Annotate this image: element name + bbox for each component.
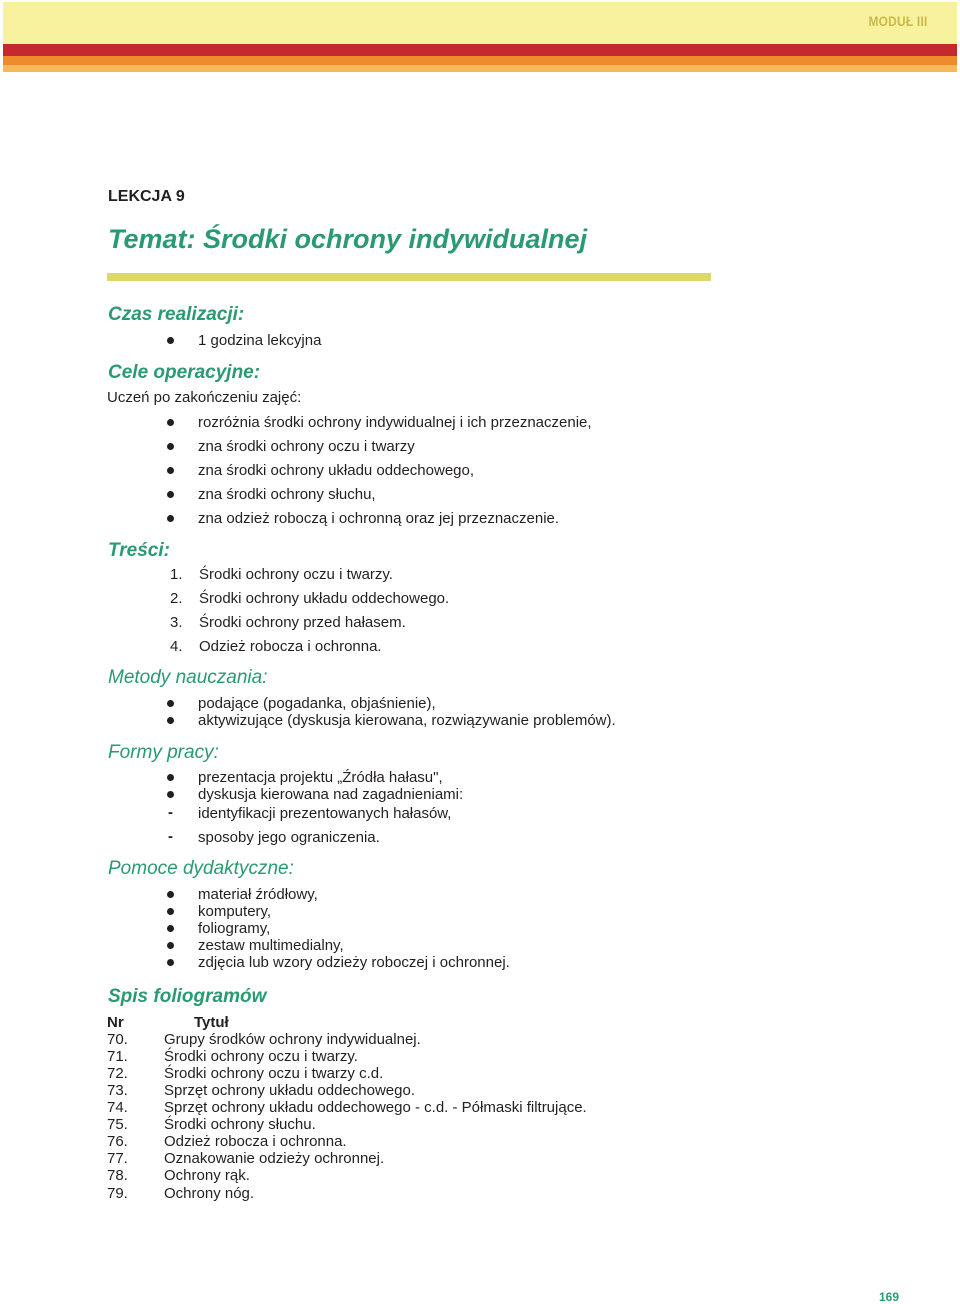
table-cell-title: Sprzęt ochrony układu oddechowego - c.d. - Półmaski filtrujące. [164, 1099, 587, 1116]
table-cell-title: Oznakowanie odzieży ochronnej. [164, 1150, 385, 1167]
tresci-item: Środki ochrony przed hałasem. [199, 614, 406, 631]
table-cell-title: Środki ochrony oczu i twarzy c.d. [164, 1065, 384, 1082]
table-cell-nr: 72. [107, 1065, 128, 1082]
lesson-topic: Temat: Środki ochrony indywidualnej [108, 224, 588, 254]
bullet [167, 717, 174, 724]
bullet [167, 491, 174, 498]
table-cell-title: Środki ochrony oczu i twarzy. [164, 1048, 358, 1065]
header-band-light-orange [3, 65, 957, 72]
topic-underline-bar [107, 273, 711, 281]
table-cell-title: Środki ochrony słuchu. [164, 1116, 316, 1133]
table-cell-nr: 75. [107, 1116, 128, 1133]
metody-item: podające (pogadanka, objaśnienie), [198, 695, 436, 712]
tresci-num: 4. [170, 638, 183, 655]
czas-heading: Czas realizacji: [108, 304, 245, 325]
pomoce-item: zdjęcia lub wzory odzieży roboczej i ochronnej. [198, 954, 510, 971]
formy-sub-item: identyfikacji prezentowanych hałasów, [198, 805, 452, 822]
bullet [167, 959, 174, 966]
tresci-num: 3. [170, 614, 183, 631]
bullet [167, 700, 174, 707]
pomoce-heading: Pomoce dydaktyczne: [108, 858, 294, 879]
header-band-red [3, 44, 957, 56]
formy-item: dyskusja kierowana nad zagadnieniami: [198, 786, 464, 803]
module-label: MODUŁ III [868, 13, 928, 29]
metody-heading: Metody nauczania: [108, 667, 268, 688]
formy-sub-item: sposoby jego ograniczenia. [198, 829, 380, 846]
table-cell-title: Ochrony nóg. [164, 1185, 255, 1202]
tresci-num: 2. [170, 590, 183, 607]
bullet [167, 925, 174, 932]
bullet [167, 942, 174, 949]
spis-heading: Spis foliogramów [108, 986, 267, 1007]
table-cell-nr: 79. [107, 1185, 128, 1202]
cele-intro: Uczeń po zakończeniu zajęć: [107, 389, 302, 406]
table-cell-nr: 78. [107, 1167, 128, 1184]
cele-heading: Cele operacyjne: [108, 362, 261, 383]
dash-marker: - [168, 804, 173, 821]
tresci-item: Odzież robocza i ochronna. [199, 638, 382, 655]
table-cell-nr: 76. [107, 1133, 128, 1150]
cele-item: zna środki ochrony słuchu, [198, 486, 376, 503]
czas-item: 1 godzina lekcyjna [198, 332, 322, 349]
tresci-item: Środki ochrony układu oddechowego. [199, 590, 450, 607]
table-cell-nr: 70. [107, 1031, 128, 1048]
table-cell-nr: 77. [107, 1150, 128, 1167]
formy-heading: Formy pracy: [108, 742, 219, 763]
table-cell-title: Sprzęt ochrony układu oddechowego. [164, 1082, 416, 1099]
dash-marker: - [168, 828, 173, 845]
bullet [167, 908, 174, 915]
cele-item: zna środki ochrony układu oddechowego, [198, 462, 475, 479]
pomoce-item: foliogramy, [198, 920, 271, 937]
page-number: 169 [879, 1290, 900, 1304]
header-band-yellow [3, 2, 957, 44]
cele-item: rozróżnia środki ochrony indywidualnej i ich przeznaczenie, [198, 414, 592, 431]
tresci-heading: Treści: [108, 540, 170, 561]
pomoce-item: zestaw multimedialny, [198, 937, 344, 954]
tresci-num: 1. [170, 566, 183, 583]
table-cell-title: Grupy środków ochrony indywidualnej. [164, 1031, 421, 1048]
metody-item: aktywizujące (dyskusja kierowana, rozwiązywanie problemów). [198, 712, 616, 729]
bullet [167, 515, 174, 522]
bullet [167, 467, 174, 474]
bullet [167, 891, 174, 898]
table-cell-title: Ochrony rąk. [164, 1167, 250, 1184]
bullet [167, 791, 174, 798]
bullet [167, 337, 174, 344]
bullet [167, 419, 174, 426]
tresci-item: Środki ochrony oczu i twarzy. [199, 566, 393, 583]
bullet [167, 774, 174, 781]
table-cell-title: Odzież robocza i ochronna. [164, 1133, 347, 1150]
formy-item: prezentacja projektu „Źródła hałasu", [198, 769, 443, 786]
cele-item: zna środki ochrony oczu i twarzy [198, 438, 415, 455]
table-cell-nr: 73. [107, 1082, 128, 1099]
lesson-label: LEKCJA 9 [108, 188, 185, 205]
cele-item: zna odzież roboczą i ochronną oraz jej przeznaczenie. [198, 510, 560, 527]
table-cell-nr: 71. [107, 1048, 128, 1065]
table-header-nr: Nr [107, 1014, 124, 1031]
table-header-title: Tytuł [194, 1014, 229, 1031]
header-band-orange [3, 56, 957, 65]
bullet [167, 443, 174, 450]
pomoce-item: materiał źródłowy, [198, 886, 318, 903]
table-cell-nr: 74. [107, 1099, 128, 1116]
pomoce-item: komputery, [198, 903, 272, 920]
